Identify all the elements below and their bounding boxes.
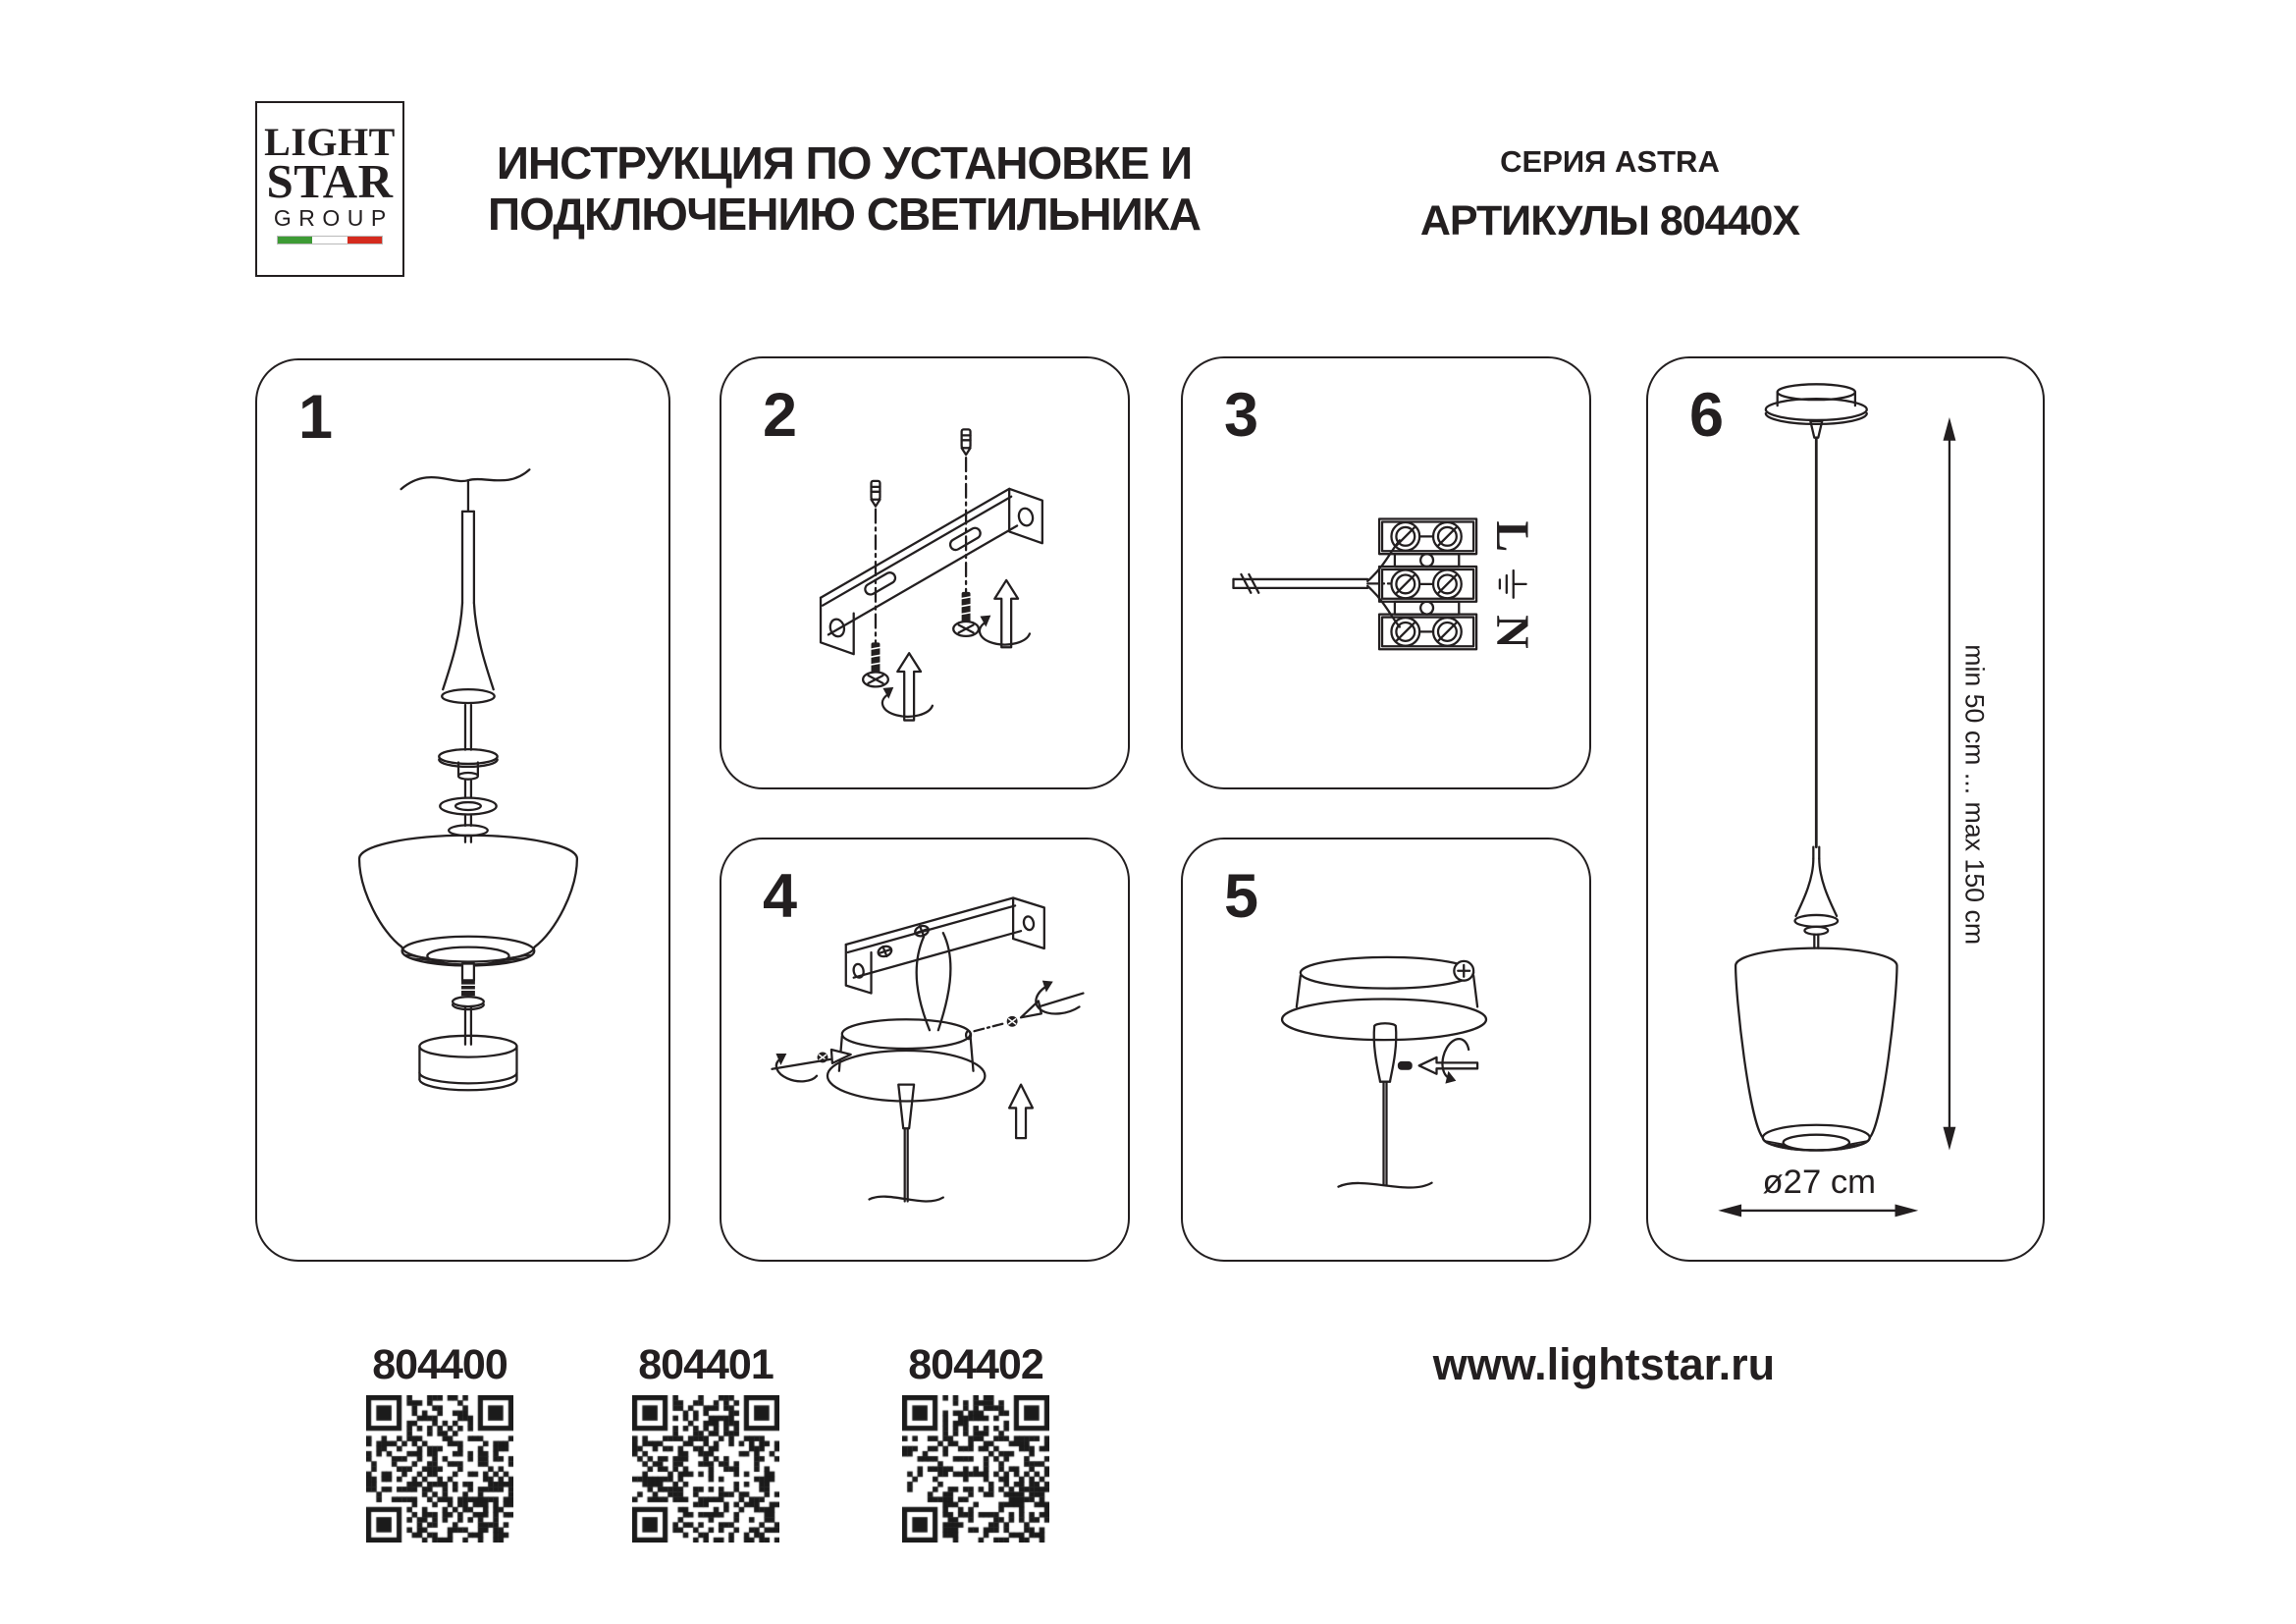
mounting-bracket [846, 897, 1044, 993]
power-cord [401, 469, 530, 489]
step-number-3: 3 [1224, 381, 1258, 450]
step-number-1: 1 [298, 383, 333, 452]
title-line-1: ИНСТРУКЦИЯ ПО УСТАНОВКЕ И [496, 137, 1193, 189]
italian-flag-icon [277, 236, 383, 244]
article-code: 804401 [638, 1341, 774, 1388]
washer-disc [439, 749, 497, 764]
step-panel-4 [720, 838, 1130, 1262]
screw-rotation-arrow-icon [980, 580, 1030, 647]
arrow-down-icon [1944, 1127, 1956, 1151]
logo-word-light: LIGHT [264, 120, 396, 164]
mounting-bracket [821, 489, 1042, 654]
screw-head-icon [877, 945, 892, 958]
arrow-up-icon [1944, 417, 1956, 441]
qr-code [902, 1395, 1049, 1543]
logo-word-group: GROUP [273, 205, 394, 231]
step-panel-3 [1181, 356, 1591, 789]
side-screw [1007, 1016, 1018, 1027]
bracket-hole [1017, 507, 1035, 527]
step-1-diagram [257, 360, 668, 1260]
driver-box [419, 1036, 516, 1057]
screw-rotation-arrow-icon [882, 653, 933, 720]
lightstar-logo [255, 101, 404, 277]
flag-red [347, 237, 382, 244]
glass-shade [1735, 948, 1896, 1151]
wire-line [917, 937, 930, 1030]
step-panel-2 [720, 356, 1130, 789]
flag-white [312, 237, 347, 244]
lift-up-arrow-icon [1009, 1085, 1033, 1138]
diffuser-ribs [1765, 1141, 1868, 1151]
screw-rotation-arrow-icon [1021, 981, 1083, 1018]
step-number-5: 5 [1224, 862, 1258, 931]
power-cord [1338, 1183, 1431, 1188]
screw-head-icon [914, 924, 930, 938]
lock-ring [453, 997, 484, 1006]
screw-rotation-arrow-icon [1419, 1039, 1477, 1084]
article-code: 804400 [372, 1341, 507, 1388]
bracket-hole [828, 618, 846, 638]
logo-word-star: STAR [266, 154, 394, 208]
wire-line [938, 933, 951, 1030]
pendant-lamp-exploded [359, 469, 577, 1090]
step-panel-5 [1181, 838, 1591, 1262]
website-link[interactable]: www.lightstar.ru [1432, 1339, 1776, 1389]
wall-plug [872, 481, 881, 507]
ceiling-canopy [828, 1019, 985, 1101]
step-number-4: 4 [763, 862, 797, 931]
grub-screw [1398, 1061, 1413, 1070]
power-cord [870, 1197, 943, 1202]
article-code: 804402 [908, 1341, 1043, 1388]
step-4-diagram [721, 839, 1128, 1260]
neutral-label: N [1485, 615, 1537, 649]
qr-code [366, 1395, 513, 1543]
bracket-slot [863, 570, 897, 596]
title-line-2: ПОДКЛЮЧЕНИЮ СВЕТИЛЬНИКА [488, 189, 1201, 240]
cone-mouth [442, 689, 494, 703]
alignment-line [975, 1023, 1005, 1031]
page-title [417, 137, 1271, 240]
flag-green [278, 237, 312, 244]
canopy-screw [1454, 961, 1473, 981]
arrow-left-icon [1718, 1204, 1741, 1217]
line-label: L [1485, 520, 1537, 553]
step-panel-1 [255, 358, 670, 1262]
step-2-diagram [721, 358, 1128, 787]
arrow-right-icon [1895, 1204, 1918, 1217]
threaded-stem [461, 980, 475, 996]
terminal-block [1379, 519, 1476, 650]
decor-ring [440, 798, 496, 815]
assembled-pendant-lamp [1735, 384, 1896, 1150]
collar [449, 825, 488, 836]
height-range-label: min 50 cm ... max 150 cm [1959, 644, 1990, 946]
diameter-label: ø27 cm [1762, 1164, 1877, 1202]
earth-icon [1500, 570, 1526, 598]
stem [462, 964, 474, 981]
series-label: СЕРИЯ ASTRA [1500, 144, 1720, 179]
articles-label: АРТИКУЛЫ 80440X [1419, 197, 1800, 244]
step-panel-6 [1646, 356, 2045, 1262]
step-number-2: 2 [763, 381, 797, 450]
step-5-diagram [1183, 839, 1589, 1260]
screw [953, 592, 979, 636]
diameter-dimension [1718, 1164, 1918, 1217]
glass-shade [359, 836, 577, 962]
screw [863, 642, 888, 686]
qr-code [632, 1395, 779, 1543]
step-number-6: 6 [1689, 381, 1724, 450]
mains-cable [1234, 574, 1368, 593]
height-dimension [1944, 417, 1990, 1151]
cord-grip-cone [1338, 1023, 1431, 1187]
step-3-diagram [1183, 358, 1589, 787]
step-6-diagram [1648, 358, 2043, 1260]
wall-plug [962, 429, 971, 455]
ceiling-canopy [1766, 399, 1867, 420]
